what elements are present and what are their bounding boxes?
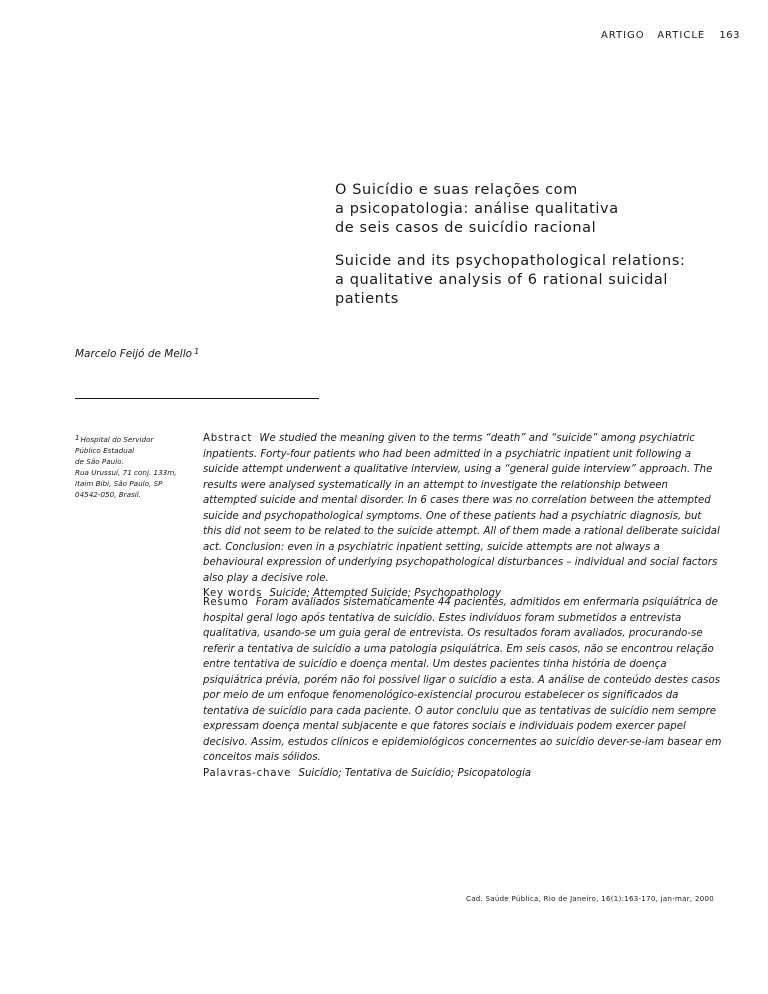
- title-en-line: a qualitative analysis of 6 rational suicidal: [335, 272, 669, 288]
- title-pt-line: O Suicídio e suas relações com: [335, 182, 578, 198]
- title-pt-line: de seis casos de suicídio racional: [335, 220, 597, 236]
- author-name: Marcelo Feijó de Mello: [75, 348, 193, 360]
- affiliation-line: 04542-050, Brasil.: [75, 490, 142, 499]
- author-affiliation-ref: 1: [194, 347, 200, 356]
- citation-footer: Cad. Saúde Pública, Rio de Janeiro, 16(1):163-170, jan-mar, 2000: [466, 895, 714, 903]
- divider: [75, 398, 319, 399]
- title-pt-line: a psicopatologia: análise qualitativa: [335, 201, 619, 217]
- author: [75, 347, 199, 360]
- keywords-label: Key words: [203, 588, 263, 599]
- palavras-chave-text: Suicídio; Tentativa de Suicídio; Psicopatologia: [298, 767, 532, 779]
- affiliation-line: Hospital do Servidor: [80, 435, 154, 444]
- running-head-label: ARTIGO ARTICLE: [600, 30, 706, 41]
- palavras-chave-label: Palavras-chave: [203, 767, 292, 779]
- abstract-label: Abstract: [203, 433, 253, 444]
- title-en-line: Suicide and its psychopathological relations:: [335, 253, 686, 269]
- title-portuguese: [335, 181, 735, 238]
- abstract-text: We studied the meaning given to the terms “death” and “suicide” among psychiatric inpatients. Forty-four patients who had been admitted in a psychiatric inpatient unit following a suicide attempt underwent a qualitative interview, using a “general guide interview” approach. The results were analysed systematically in an attempt to investigate the relationship between attempted suicide and mental disorder. In 6 cases there was no correlation between the attempted suicide and psychopathological symptoms. One of these patients had a psychiatric diagnosis, but this did not seem to be related to the suicide attempt. All of them made a rational deliberate suicidal act. Conclusion: even in a psychiatric inpatient setting, suicide attempts are not always a behavioural expression of underlying psychopathological disturbances – individual and social factors also play a decisive role.: [203, 433, 720, 584]
- resumo-text: Foram avaliados sistematicamente 44 pacientes, admitidos em enfermaria psiquiátrica de hospital geral logo após tentativa de suicídio. Estes indivíduos foram submetidos a entrevista qualitativa, usando-se um guia geral de entrevista. Os resultados foram avaliados, procurando-se referir a tentativa de suicídio a uma patologia psiquiátrica. Em seis casos, não se encontrou relação entre tentativa de suicídio e doença mental. Um destes pacientes tinha história de doença psiquiátrica prévia, porém não foi possível ligar o suicídio a esta. A análise de conteúdo destes casos por meio de um enfoque fenomenológico-existencial procurou estabelecer os significados da tentativa de suicídio para cada paciente. O autor concluiu que as tentativas de suicídio nem sempre expressam doença mental subjacente e que fatores sociais e individuais podem exercer papel decisivo. Assim, estudos clínicos e epidemiológicos concernentes ao suicídio dever-se-iam basear em conceitos mais sólidos.: [203, 597, 722, 763]
- abstract-portuguese: [203, 595, 723, 781]
- page-number: 163: [719, 30, 740, 41]
- abstract-english: [203, 431, 723, 602]
- running-header: [601, 30, 740, 41]
- title-en-line: patients: [335, 291, 399, 307]
- affiliation-line: Itaim Bibi, São Paulo, SP: [75, 479, 163, 488]
- affiliation-line: Público Estadual: [75, 446, 135, 455]
- palavras-chave: [203, 766, 723, 782]
- affiliation-ref: 1: [75, 434, 80, 442]
- affiliation-note: [75, 433, 195, 500]
- keywords-text: Suicide; Attempted Suicide; Psychopathology: [269, 588, 502, 599]
- title-english: [335, 252, 735, 309]
- affiliation-line: de São Paulo.: [75, 457, 124, 466]
- affiliation-line: Rua Urussuí, 71 conj. 133m,: [75, 468, 177, 477]
- resumo-label: Resumo: [203, 597, 249, 608]
